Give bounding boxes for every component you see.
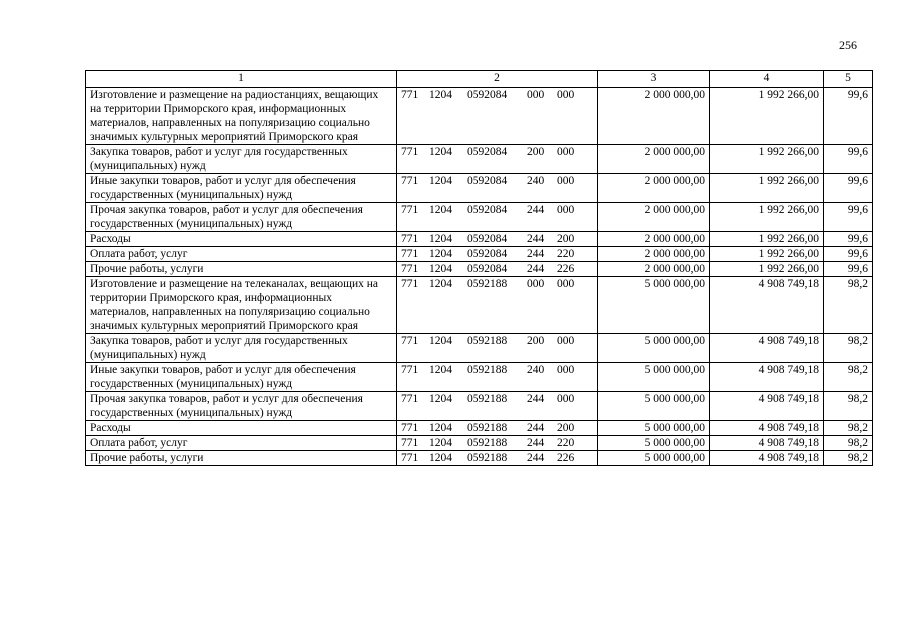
table-row	[86, 88, 873, 145]
table-row	[86, 262, 873, 277]
row-name: Оплата работ, услуг	[86, 436, 397, 451]
code-5: 000	[557, 89, 575, 101]
code-2: 1204	[429, 437, 452, 449]
fact-amount: 1 992 266,00	[710, 174, 824, 203]
row-name: Изготовление и размещение на телеканалах, вещающих на территории Приморского края, информационных материалов, направленных на популяризацию социально значимых культурных мероприятий Приморского края	[86, 277, 397, 334]
row-name: Расходы	[86, 232, 397, 247]
code-1: 771	[401, 175, 419, 187]
code-4: 244	[527, 393, 545, 405]
code-2: 1204	[429, 452, 452, 464]
header-col-4: 4	[710, 71, 824, 88]
code-4: 240	[527, 364, 545, 376]
code-1: 771	[401, 364, 419, 376]
percent-executed: 99,6	[824, 145, 873, 174]
table-body	[86, 71, 873, 466]
code-2: 1204	[429, 89, 452, 101]
code-5: 000	[557, 175, 575, 187]
table-row	[86, 277, 873, 334]
row-name: Прочая закупка товаров, работ и услуг для обеспечения государственных (муниципальных) нужд	[86, 392, 397, 421]
code-4: 244	[527, 452, 545, 464]
row-codes	[397, 174, 598, 203]
plan-amount: 5 000 000,00	[598, 392, 710, 421]
code-5: 220	[557, 248, 575, 260]
table-row	[86, 436, 873, 451]
percent-executed: 99,6	[824, 174, 873, 203]
row-codes	[397, 203, 598, 232]
code-1: 771	[401, 146, 419, 158]
plan-amount: 5 000 000,00	[598, 363, 710, 392]
code-3: 0592084	[467, 263, 508, 275]
percent-executed: 99,6	[824, 262, 873, 277]
fact-amount: 1 992 266,00	[710, 232, 824, 247]
percent-executed: 98,2	[824, 436, 873, 451]
table-row	[86, 145, 873, 174]
table-row	[86, 174, 873, 203]
row-codes	[397, 334, 598, 363]
code-2: 1204	[429, 364, 452, 376]
plan-amount: 2 000 000,00	[598, 203, 710, 232]
percent-executed: 98,2	[824, 277, 873, 334]
code-5: 226	[557, 452, 575, 464]
fact-amount: 4 908 749,18	[710, 451, 824, 466]
row-codes	[397, 421, 598, 436]
row-name: Иные закупки товаров, работ и услуг для обеспечения государственных (муниципальных) нужд	[86, 174, 397, 203]
percent-executed: 99,6	[824, 232, 873, 247]
percent-executed: 99,6	[824, 88, 873, 145]
code-1: 771	[401, 248, 419, 260]
code-4: 000	[527, 278, 545, 290]
row-name: Иные закупки товаров, работ и услуг для обеспечения государственных (муниципальных) нужд	[86, 363, 397, 392]
code-3: 0592084	[467, 248, 508, 260]
code-3: 0592188	[467, 437, 508, 449]
row-name: Прочая закупка товаров, работ и услуг для обеспечения государственных (муниципальных) нужд	[86, 203, 397, 232]
fact-amount: 4 908 749,18	[710, 392, 824, 421]
code-1: 771	[401, 233, 419, 245]
code-1: 771	[401, 335, 419, 347]
budget-table	[85, 70, 873, 466]
fact-amount: 1 992 266,00	[710, 145, 824, 174]
code-4: 240	[527, 175, 545, 187]
row-codes	[397, 392, 598, 421]
row-codes	[397, 363, 598, 392]
table-row	[86, 451, 873, 466]
code-2: 1204	[429, 263, 452, 275]
code-1: 771	[401, 278, 419, 290]
row-name: Расходы	[86, 421, 397, 436]
percent-executed: 99,6	[824, 203, 873, 232]
code-4: 244	[527, 233, 545, 245]
code-3: 0592084	[467, 204, 508, 216]
table-row	[86, 421, 873, 436]
code-3: 0592084	[467, 233, 508, 245]
code-5: 200	[557, 422, 575, 434]
code-1: 771	[401, 452, 419, 464]
code-5: 000	[557, 364, 575, 376]
code-4: 244	[527, 204, 545, 216]
code-4: 200	[527, 335, 545, 347]
row-codes	[397, 451, 598, 466]
plan-amount: 2 000 000,00	[598, 174, 710, 203]
row-name: Закупка товаров, работ и услуг для государственных (муниципальных) нужд	[86, 145, 397, 174]
plan-amount: 2 000 000,00	[598, 247, 710, 262]
row-codes	[397, 232, 598, 247]
code-1: 771	[401, 437, 419, 449]
table-row	[86, 247, 873, 262]
code-1: 771	[401, 263, 419, 275]
page-number: 256	[839, 38, 857, 52]
code-3: 0592084	[467, 175, 508, 187]
header-col-1: 1	[86, 71, 397, 88]
row-name: Оплата работ, услуг	[86, 247, 397, 262]
code-5: 000	[557, 146, 575, 158]
code-4: 000	[527, 89, 545, 101]
fact-amount: 4 908 749,18	[710, 436, 824, 451]
table-row	[86, 363, 873, 392]
code-2: 1204	[429, 204, 452, 216]
code-2: 1204	[429, 175, 452, 187]
code-2: 1204	[429, 233, 452, 245]
table-row	[86, 334, 873, 363]
code-4: 200	[527, 146, 545, 158]
code-4: 244	[527, 248, 545, 260]
code-1: 771	[401, 422, 419, 434]
percent-executed: 98,2	[824, 451, 873, 466]
row-codes	[397, 436, 598, 451]
row-codes	[397, 88, 598, 145]
fact-amount: 1 992 266,00	[710, 262, 824, 277]
code-5: 226	[557, 263, 575, 275]
table-row	[86, 232, 873, 247]
row-name: Закупка товаров, работ и услуг для государственных (муниципальных) нужд	[86, 334, 397, 363]
code-3: 0592188	[467, 393, 508, 405]
code-2: 1204	[429, 335, 452, 347]
code-3: 0592084	[467, 146, 508, 158]
code-4: 244	[527, 437, 545, 449]
plan-amount: 5 000 000,00	[598, 277, 710, 334]
code-3: 0592084	[467, 89, 508, 101]
code-1: 771	[401, 393, 419, 405]
table-row	[86, 392, 873, 421]
code-1: 771	[401, 204, 419, 216]
code-5: 000	[557, 204, 575, 216]
code-2: 1204	[429, 393, 452, 405]
row-name: Прочие работы, услуги	[86, 451, 397, 466]
row-codes	[397, 145, 598, 174]
code-2: 1204	[429, 248, 452, 260]
code-2: 1204	[429, 422, 452, 434]
percent-executed: 98,2	[824, 392, 873, 421]
code-3: 0592188	[467, 422, 508, 434]
header-col-5: 5	[824, 71, 873, 88]
plan-amount: 2 000 000,00	[598, 88, 710, 145]
row-codes	[397, 262, 598, 277]
code-4: 244	[527, 263, 545, 275]
code-2: 1204	[429, 278, 452, 290]
row-name: Изготовление и размещение на радиостанциях, вещающих на территории Приморского края, информационных материалов, направленных на популяризацию социально значимых культурных мероприятий Приморского края	[86, 88, 397, 145]
code-4: 244	[527, 422, 545, 434]
row-codes	[397, 247, 598, 262]
code-5: 200	[557, 233, 575, 245]
table-row	[86, 203, 873, 232]
code-3: 0592188	[467, 364, 508, 376]
header-col-3: 3	[598, 71, 710, 88]
code-1: 771	[401, 89, 419, 101]
code-5: 220	[557, 437, 575, 449]
percent-executed: 98,2	[824, 363, 873, 392]
plan-amount: 5 000 000,00	[598, 451, 710, 466]
plan-amount: 5 000 000,00	[598, 334, 710, 363]
fact-amount: 4 908 749,18	[710, 363, 824, 392]
code-5: 000	[557, 278, 575, 290]
plan-amount: 2 000 000,00	[598, 262, 710, 277]
percent-executed: 98,2	[824, 421, 873, 436]
code-5: 000	[557, 335, 575, 347]
plan-amount: 5 000 000,00	[598, 436, 710, 451]
header-col-2: 2	[397, 71, 598, 88]
code-2: 1204	[429, 146, 452, 158]
percent-executed: 99,6	[824, 247, 873, 262]
fact-amount: 1 992 266,00	[710, 203, 824, 232]
plan-amount: 5 000 000,00	[598, 421, 710, 436]
row-codes	[397, 277, 598, 334]
fact-amount: 1 992 266,00	[710, 247, 824, 262]
code-3: 0592188	[467, 452, 508, 464]
row-name: Прочие работы, услуги	[86, 262, 397, 277]
code-5: 000	[557, 393, 575, 405]
plan-amount: 2 000 000,00	[598, 145, 710, 174]
fact-amount: 4 908 749,18	[710, 277, 824, 334]
header-row	[86, 71, 873, 88]
plan-amount: 2 000 000,00	[598, 232, 710, 247]
fact-amount: 4 908 749,18	[710, 421, 824, 436]
fact-amount: 1 992 266,00	[710, 88, 824, 145]
code-3: 0592188	[467, 278, 508, 290]
percent-executed: 98,2	[824, 334, 873, 363]
code-3: 0592188	[467, 335, 508, 347]
fact-amount: 4 908 749,18	[710, 334, 824, 363]
